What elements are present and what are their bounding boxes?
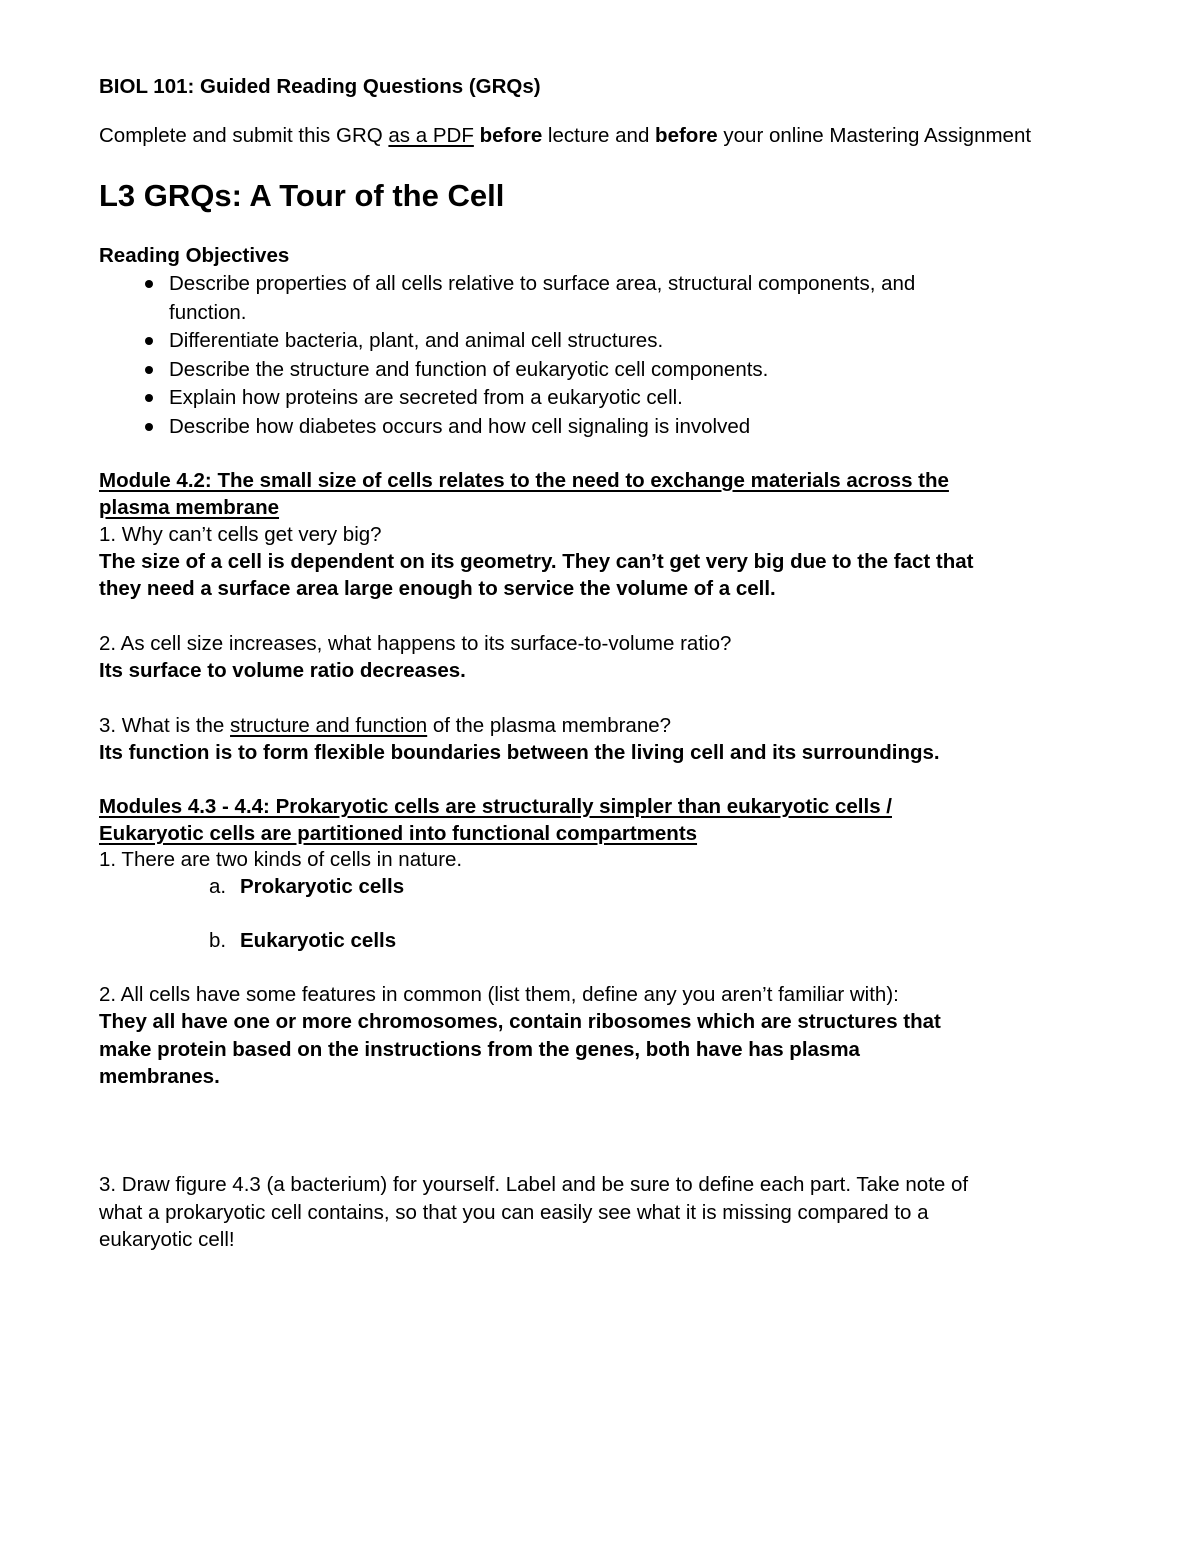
- module-43-question-1: 1. There are two kinds of cells in nature.: [99, 848, 463, 871]
- module-42-answer-3: Its function is to form flexible boundaries between the living cell and its surroundings.: [99, 741, 940, 764]
- objective-item-continuation: [143, 299, 915, 328]
- objectives-list: [143, 270, 915, 441]
- objective-text: function.: [169, 300, 247, 324]
- instructions-before-1: before: [479, 124, 543, 147]
- answer-a-text: Prokaryotic cells: [240, 875, 405, 898]
- page-title: L3 GRQs: A Tour of the Cell: [99, 178, 505, 213]
- module-42-question-3: [99, 712, 671, 740]
- module-42-heading: Module 4.2: The small size of cells relates to the need to exchange materials across the: [99, 469, 949, 492]
- module-43-question-2: 2. All cells have some features in common (list them, define any you aren’t familiar with):: [99, 983, 899, 1006]
- bullet-icon: [145, 366, 153, 374]
- module-43-question-3-2: what a prokaryotic cell contains, so that you can easily see what it is missing compared to a: [99, 1201, 929, 1224]
- objective-item: [143, 384, 915, 413]
- bullet-icon: [145, 423, 153, 431]
- answer-b-text: Eukaryotic cells: [240, 929, 397, 952]
- question-3-text-2: of the plasma membrane?: [427, 714, 672, 737]
- module-43-heading: Modules 4.3 - 4.4: Prokaryotic cells are structurally simpler than eukaryotic cells /: [99, 795, 892, 818]
- module-43-answer-2-2: make protein based on the instructions from the genes, both have has plasma: [99, 1038, 860, 1061]
- question-3-underlined: structure and function: [230, 714, 428, 737]
- module-42-question-1: 1. Why can’t cells get very big?: [99, 523, 382, 546]
- module-43-answer-2: They all have one or more chromosomes, contain ribosomes which are structures that: [99, 1010, 941, 1033]
- instructions-pdf: as a PDF: [388, 124, 474, 147]
- module-43-question-3: 3. Draw figure 4.3 (a bacterium) for yourself. Label and be sure to define each part. Take note of: [99, 1173, 969, 1196]
- objective-text: Differentiate bacteria, plant, and animal cell structures.: [169, 329, 664, 352]
- objective-text: Describe the structure and function of eukaryotic cell components.: [169, 357, 769, 381]
- module-43-question-3-3: eukaryotic cell!: [99, 1228, 235, 1251]
- instructions-text: Complete and submit this GRQ: [99, 124, 389, 147]
- objective-item: [143, 413, 915, 442]
- bullet-icon: [145, 337, 153, 345]
- course-header: BIOL 101: Guided Reading Questions (GRQs): [99, 75, 541, 98]
- question-3-text: 3. What is the: [99, 714, 231, 737]
- objectives-heading: Reading Objectives: [99, 244, 290, 267]
- objective-text: Describe how diabetes occurs and how cell signaling is involved: [169, 414, 751, 438]
- module-42-question-2: 2. As cell size increases, what happens to its surface-to-volume ratio?: [99, 632, 732, 655]
- objective-text: Describe properties of all cells relative to surface area, structural components, and: [169, 272, 916, 295]
- instructions-text-2: lecture and: [542, 124, 656, 147]
- module-42-answer-1: The size of a cell is dependent on its geometry. They can’t get very big due to the fact that: [99, 550, 974, 573]
- objective-item: [143, 270, 915, 299]
- instructions-text-3: your online Mastering Assignment: [717, 124, 1032, 147]
- answer-a-label: a.: [209, 875, 227, 898]
- module-42-answer-1-2: they need a surface area large enough to service the volume of a cell.: [99, 577, 776, 600]
- objective-item: [143, 356, 915, 385]
- bullet-icon: [145, 280, 153, 288]
- answer-b-label: b.: [209, 929, 227, 952]
- instructions-before-2: before: [655, 124, 718, 147]
- module-43-heading-2: Eukaryotic cells are partitioned into functional compartments: [99, 822, 698, 845]
- objective-text: Explain how proteins are secreted from a eukaryotic cell.: [169, 386, 683, 409]
- objective-item: [143, 327, 915, 356]
- bullet-icon: [145, 394, 153, 402]
- module-42-heading-2: plasma membrane: [99, 496, 280, 519]
- instructions-line: [99, 122, 1031, 150]
- module-42-answer-2: Its surface to volume ratio decreases.: [99, 659, 466, 682]
- module-43-answer-2-3: membranes.: [99, 1065, 220, 1088]
